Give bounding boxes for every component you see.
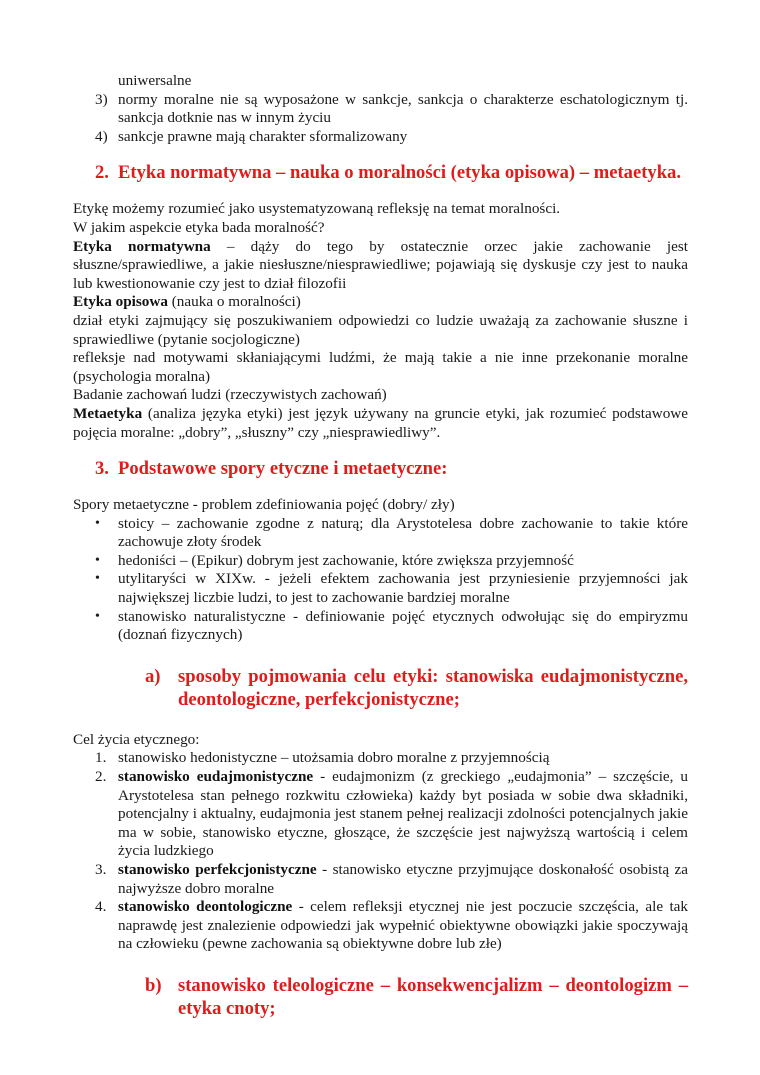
list-item-text: - eudajmonizm (z greckiego „eudajmonia” – szczęście, u Arystotelesa stan pełnego rozkwitu człowieka) każdy byt posiada w sobie dwa składniki, potencjalny i aktualny, eudajmonia jest stanem pełnej realizacji zdolności potencjalnych jakie ma w sobie, stanowisko etyczne, głoszące, że szczęście jest najwyższą wartością i celem życia ludzkiego (118, 768, 689, 860)
list-item (73, 128, 688, 147)
paragraph: dział etyki zajmujący się poszukiwaniem odpowiedzi co ludzie uważają za zachowanie słuszne i sprawiedliwe (pytanie socjologiczne) (73, 311, 688, 348)
list-number: 4) (95, 127, 108, 145)
heading-number: b) (145, 974, 162, 996)
bullet-item (73, 570, 688, 607)
paragraph-metaethics (73, 405, 688, 442)
bullet-icon: • (95, 552, 100, 568)
list-item-term: stanowisko perfekcjonistyczne (118, 861, 317, 878)
heading-text: Podstawowe spory etyczne i metaetyczne: (118, 458, 448, 480)
heading-text: Etyka normatywna – nauka o moralności (etyka opisowa) – metaetyka. (118, 162, 681, 184)
bullet-icon: • (95, 571, 100, 587)
term-metaethics: Metaetyka (73, 404, 143, 422)
list-item-term: stanowisko eudajmonistyczne (118, 768, 314, 786)
list-number: 2. (95, 768, 107, 786)
subsection-heading-a (73, 665, 688, 711)
paragraph: refleksje nad motywami skłaniającymi ludźmi, że mają takie a nie inne przekonanie moralne (psychologia moralna) (73, 349, 688, 385)
bullet-text: hedoniści – (Epikur) dobrym jest zachowanie, które zwiększa przyjemność (118, 551, 574, 569)
paragraph-descriptive (73, 293, 688, 312)
heading-text: sposoby pojmowania celu etyki: stanowiska eudajmonistyczne, deontologiczne, perfekcjonistyczne; (178, 665, 688, 710)
definition-text: (nauka o moralności) (167, 293, 301, 311)
heading-text: stanowisko teleologiczne – konsekwencjalizm – deontologizm – etyka cnoty; (178, 974, 688, 1019)
paragraph: W jakim aspekcie etyka bada moralność? (73, 218, 325, 236)
bullet-text: utylitaryści w XIXw. - jeżeli efektem zachowania jest przyniesienie przyjemności jak największej liczbie ludzi, to jest to zachowanie bardziej moralne (118, 570, 688, 607)
list-number: 1. (95, 749, 107, 767)
term-normative: Etyka normatywna (73, 237, 211, 255)
list-item (73, 91, 688, 128)
bullet-icon: • (95, 608, 100, 624)
section-heading-2 (73, 162, 688, 184)
paragraph: Cel życia etycznego: (73, 730, 200, 748)
list-number: 4. (95, 898, 107, 916)
heading-number: 3. (95, 458, 109, 480)
bullet-text: stanowisko naturalistyczne - definiowanie pojęć etycznych odwołując się do empiryzmu (doznań fizycznych) (118, 607, 688, 644)
list-item-text: - celem refleksji etycznej nie jest poczucie szczęścia, ale tak naprawdę jest znalezienie odpowiedzi jak wypełnić obiektywne obowiązki jakie spoczywają na człowieku (pewne zachowania są obiektywne dobre lub złe) (118, 898, 689, 953)
list-item-term: stanowisko deontologiczne (118, 898, 293, 916)
list-item-text: sankcje prawne mają charakter sformalizowany (118, 127, 408, 145)
paragraph-normative (73, 238, 688, 294)
list-item-text: - stanowisko etyczne przyjmujące doskonałość osobistą za najwyższe dobro moralne (118, 861, 688, 897)
heading-number: 2. (95, 162, 109, 184)
list-item-text: stanowisko hedonistyczne – utożsamia dobro moralne z przyjemnością (118, 749, 550, 767)
bullet-text: stoicy – zachowanie zgodne z naturą; dla Arystotelesa dobre zachowanie to takie które zachowuje złoty środek (118, 514, 688, 551)
page-content (73, 72, 688, 1020)
term-descriptive: Etyka opisowa (73, 293, 168, 311)
definition-text: – dąży do tego by ostatecznie orzec jakie zachowanie jest słuszne/sprawiedliwe, a jakie niesłuszne/niesprawiedliwe; pojawiają się dyskusje czy jest to nauka lub kwestionowanie czy jest to dział filozofii (73, 237, 688, 292)
bullet-item (73, 515, 688, 552)
bullet-item (73, 608, 688, 645)
list-item-continuation: uniwersalne (118, 72, 192, 89)
list-number: 3) (95, 90, 108, 108)
paragraph: Spory metaetyczne - problem zdefiniowania pojęć (dobry/ zły) (73, 496, 455, 514)
section-heading-3 (73, 458, 688, 480)
paragraph: Etykę możemy rozumieć jako usystematyzowaną refleksję na temat moralności. (73, 200, 561, 218)
bullet-item (73, 552, 688, 571)
numbered-item (73, 768, 688, 861)
definition-text: (analiza języka etyki) jest język używany na gruncie etyki, jak rozumieć podstawowe pojęcia moralne: „dobry”, „słuszny” czy „niesprawiedliwy”. (73, 404, 688, 441)
numbered-item (73, 898, 688, 954)
list-number: 3. (95, 861, 107, 878)
paragraph: Badanie zachowań ludzi (rzeczywistych zachowań) (73, 386, 387, 404)
subsection-heading-b (73, 974, 688, 1020)
list-item-text: normy moralne nie są wyposażone w sankcje, sankcja o charakterze eschatologicznym tj. sankcja dotknie nas w innym życiu (118, 90, 688, 127)
heading-number: a) (145, 665, 161, 687)
numbered-item (73, 749, 688, 768)
bullet-icon: • (95, 515, 100, 531)
numbered-item (73, 861, 688, 898)
